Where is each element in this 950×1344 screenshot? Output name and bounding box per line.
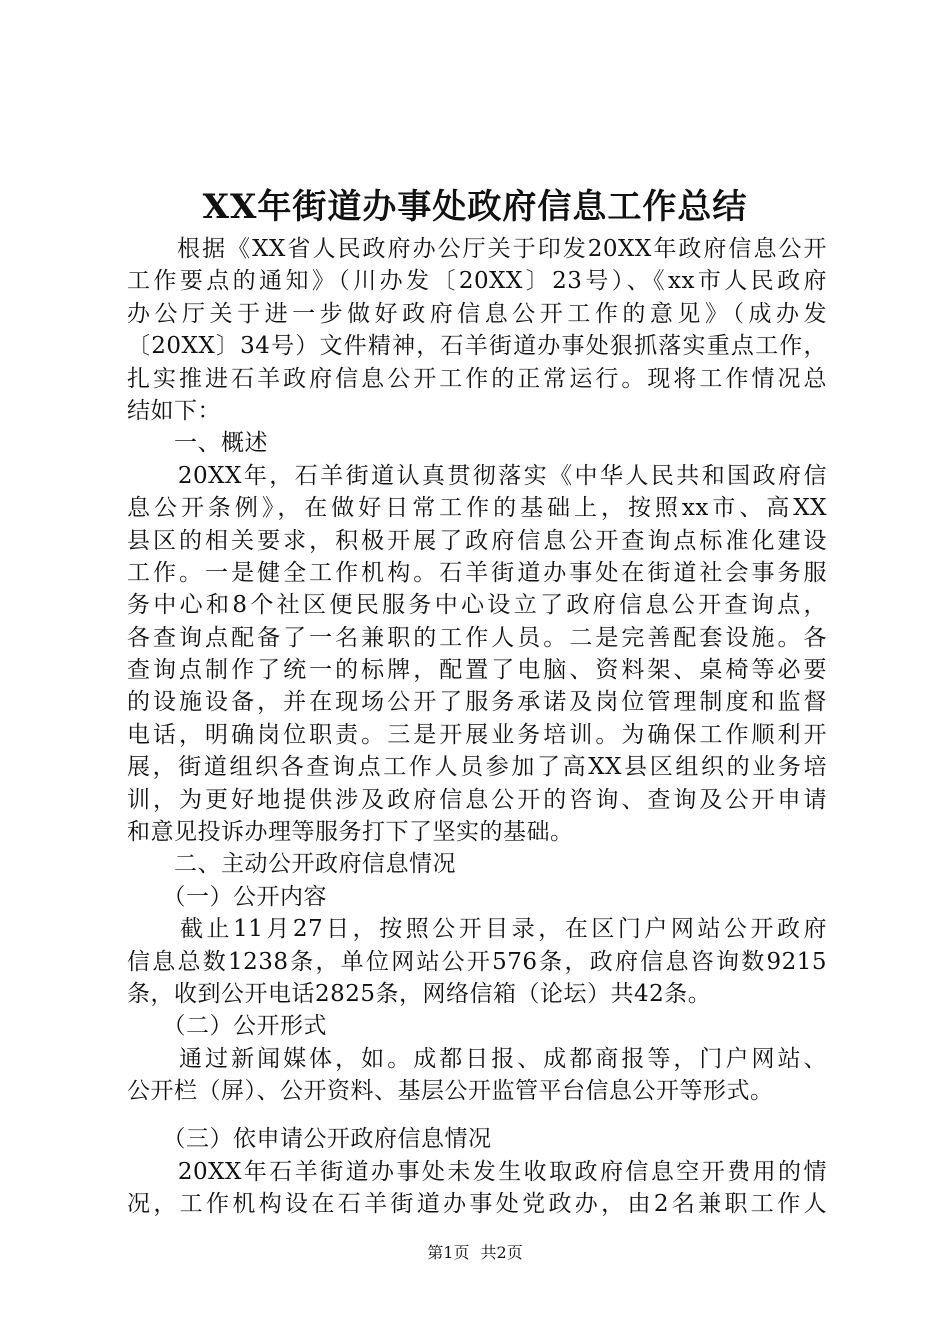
text-line: 根据《XX省人民政府办公厅关于印发20XX年政府信息公开 [127,236,827,262]
text-line: （三）依申请公开政府信息情况 [127,1126,492,1153]
text-line: 扎实推进石羊政府信息公开工作的正常运行。现将工作情况总 [127,365,827,392]
text-line: 信息总数1238条，单位网站公开576条，政府信息咨询数9215 [127,948,827,975]
text-line: 通过新闻媒体，如。成都日报、成都商报等，门户网站、 [127,1045,827,1072]
text-line: 条，收到公开电话2825条，网络信箱（论坛）共42条。 [127,980,712,1007]
text-line: 息公开条例》，在做好日常工作的基础上，按照xx市、高XX [127,495,827,522]
text-line: 一、概述 [127,430,268,457]
text-line: 务中心和8个社区便民服务中心设立了政府信息公开查询点， [127,592,827,619]
document-body [127,233,827,1220]
text-line: 截止11月27日，按照公开目录，在区门户网站公开政府 [127,916,827,943]
page-footer [0,1241,950,1265]
document-title: XX年街道办事处政府信息工作总结 [202,187,748,227]
text-line: 办公厅关于进一步做好政府信息公开工作的意见》（成办发 [127,300,827,327]
text-line: 训，为更好地提供涉及政府信息公开的咨询、查询及公开申请 [127,786,827,813]
text-line: 各查询点配备了一名兼职的工作人员。二是完善配套设施。各 [127,624,827,651]
text-line: 和意见投诉办理等服务打下了坚实的基础。 [127,819,574,846]
text-line: 况，工作机构设在石羊街道办事处党政办，由2名兼职工作人 [127,1190,827,1217]
text-line: 电话，明确岗位职责。三是开展业务培训。为确保工作顺利开 [127,721,827,748]
text-line: 工作要点的通知》（川办发〔20XX〕23号）、《xx市人民政府 [127,268,827,295]
text-line: （二）公开形式 [127,1013,327,1040]
text-line: 公开栏（屏）、公开资料、基层公开监管平台信息公开等形式。 [127,1078,774,1105]
text-line: 20XX年，石羊街道认真贯彻落实《中华人民共和国政府信 [127,462,827,489]
text-line: 二、主动公开政府信息情况 [127,851,456,878]
text-line: （一）公开内容 [127,883,327,910]
text-line: 县区的相关要求，积极开展了政府信息公开查询点标准化建设 [127,527,827,554]
text-line: 结如下： [127,397,221,424]
text-line: 的设施设备，并在现场公开了服务承诺及岗位管理制度和监督 [127,689,827,716]
text-line: 工作。一是健全工作机构。石羊街道办事处在街道社会事务服 [127,559,827,586]
text-line: 20XX年石羊街道办事处未发生收取政府信息空开费用的情 [127,1158,827,1185]
text-line: 展，街道组织各查询点工作人员参加了高XX县区组织的业务培 [127,754,827,781]
page-number: 第1页 [427,1243,470,1262]
text-line: 查询点制作了统一的标牌，配置了电脑、资料架、桌椅等必要 [127,657,827,684]
page-total: 共2页 [480,1243,523,1262]
text-line: 〔20XX〕34号）文件精神，石羊街道办事处狠抓落实重点工作， [127,333,827,360]
